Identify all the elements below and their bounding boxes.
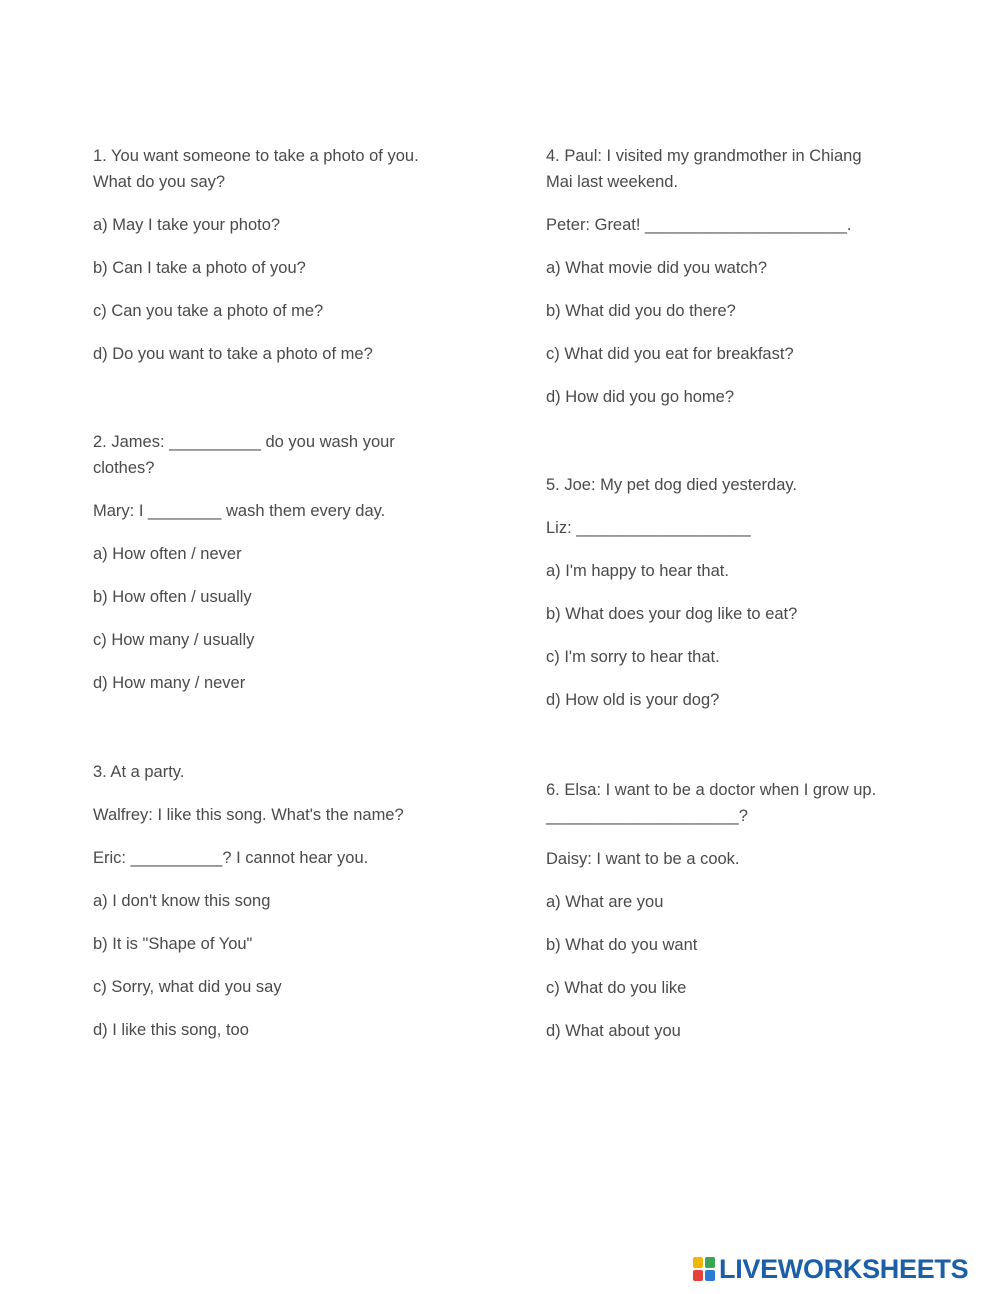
- question-5-line-1: 5. Joe: My pet dog died yesterday.: [546, 476, 798, 494]
- question-4-option-c[interactable]: c) What did you eat for breakfast?: [546, 345, 794, 363]
- question-4-line-3: Peter: Great! ______________________.: [546, 216, 852, 234]
- question-5-option-a[interactable]: a) I'm happy to hear that.: [546, 562, 729, 580]
- liveworksheets-logo-icon: [693, 1257, 715, 1281]
- question-2-option-d[interactable]: d) How many / never: [93, 674, 246, 692]
- question-5-option-b[interactable]: b) What does your dog like to eat?: [546, 605, 798, 623]
- question-4-option-b[interactable]: b) What did you do there?: [546, 302, 736, 320]
- question-3-option-a[interactable]: a) I don't know this song: [93, 892, 271, 910]
- question-5-line-2: Liz: ___________________: [546, 519, 751, 537]
- question-1: [93, 143, 419, 367]
- question-3-line-3: Eric: __________? I cannot hear you.: [93, 849, 369, 867]
- question-3: [93, 759, 404, 1043]
- question-6: [546, 777, 876, 1044]
- question-1-option-a[interactable]: a) May I take your photo?: [93, 216, 281, 234]
- question-5-option-d[interactable]: d) How old is your dog?: [546, 691, 720, 709]
- question-3-line-2: Walfrey: I like this song. What's the name?: [93, 806, 404, 824]
- question-2-option-b[interactable]: b) How often / usually: [93, 588, 252, 606]
- liveworksheets-brand: [693, 1254, 968, 1284]
- question-4: [546, 143, 862, 410]
- question-6-option-c[interactable]: c) What do you like: [546, 979, 687, 997]
- question-1-option-b[interactable]: b) Can I take a photo of you?: [93, 259, 306, 277]
- question-3-option-d[interactable]: d) I like this song, too: [93, 1021, 249, 1039]
- question-6-option-b[interactable]: b) What do you want: [546, 936, 698, 954]
- question-4-option-a[interactable]: a) What movie did you watch?: [546, 259, 768, 277]
- question-3-option-b[interactable]: b) It is "Shape of You": [93, 935, 253, 953]
- question-5-option-c[interactable]: c) I'm sorry to hear that.: [546, 648, 720, 666]
- question-1-option-d[interactable]: d) Do you want to take a photo of me?: [93, 345, 373, 363]
- question-2: [93, 429, 395, 696]
- question-6-line-3: Daisy: I want to be a cook.: [546, 850, 740, 868]
- question-1-option-c[interactable]: c) Can you take a photo of me?: [93, 302, 324, 320]
- question-4-option-d[interactable]: d) How did you go home?: [546, 388, 735, 406]
- question-5: [546, 472, 797, 713]
- question-2-line-1: 2. James: __________ do you wash your: [93, 433, 395, 451]
- question-1-line-1: 1. You want someone to take a photo of you.: [93, 147, 419, 165]
- question-4-line-1: 4. Paul: I visited my grandmother in Chiang: [546, 147, 862, 165]
- question-2-option-c[interactable]: c) How many / usually: [93, 631, 255, 649]
- question-6-option-a[interactable]: a) What are you: [546, 893, 664, 911]
- brand-text: LIVEWORKSHEETS: [719, 1253, 969, 1284]
- question-3-line-1: 3. At a party.: [93, 763, 185, 781]
- question-4-line-2: Mai last weekend.: [546, 173, 679, 191]
- question-6-line-2: _____________________?: [546, 807, 748, 825]
- question-1-line-2: What do you say?: [93, 173, 226, 191]
- question-6-option-d[interactable]: d) What about you: [546, 1022, 681, 1040]
- question-2-option-a[interactable]: a) How often / never: [93, 545, 242, 563]
- question-3-option-c[interactable]: c) Sorry, what did you say: [93, 978, 282, 996]
- question-6-line-1: 6. Elsa: I want to be a doctor when I grow up.: [546, 781, 877, 799]
- question-2-line-2: clothes?: [93, 459, 155, 477]
- question-2-line-3: Mary: I ________ wash them every day.: [93, 502, 386, 520]
